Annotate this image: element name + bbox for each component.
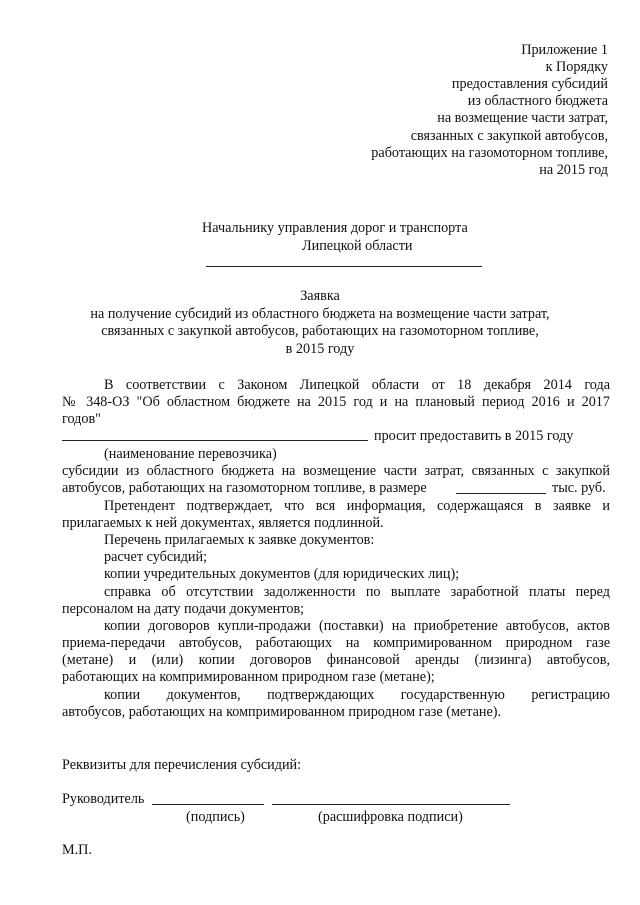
title-heading: Заявка [300, 288, 340, 304]
carrier-caption: (наименование перевозчика) [104, 446, 277, 462]
document-item-4-line-2: приема-передачи автобусов, работающих на компримированном природном газе [62, 635, 610, 651]
document-item-1: расчет субсидий; [104, 549, 208, 565]
signature-line [152, 804, 264, 805]
document-item-3-line-2: персоналом на дату подачи документов; [62, 601, 305, 617]
request-text: просит предоставить в 2015 году [374, 428, 574, 444]
addressee-line-2: Липецкой области [302, 238, 413, 254]
manager-label: Руководитель [62, 791, 145, 807]
appendix-line-2: к Порядку [545, 59, 608, 75]
document-item-4-line-3: (метане) и (или) копии договоров финансовой аренды (лизинга) автобусов, [62, 652, 610, 668]
appendix-line-3: предоставления субсидий [451, 76, 608, 92]
document-item-5-line-2: автобусов, работающих на компримированном природном газе (метане). [62, 704, 502, 720]
appendix-line-1: Приложение 1 [521, 42, 608, 58]
addressee-line-1: Начальнику управления дорог и транспорта [202, 220, 468, 236]
title-line-3: в 2015 году [285, 341, 355, 357]
document-item-4-line-1: копии договоров купли-продажи (поставки) на приобретение автобусов, актов [104, 618, 610, 634]
signature-caption: (подпись) [186, 809, 245, 825]
paragraph-3-line-1: Претендент подтверждает, что вся информация, содержащаяся в заявке и [104, 498, 610, 514]
paragraph-3-line-2: прилагаемых к ней документах, является подлинной. [62, 515, 384, 531]
document-item-5-line-1: копии документов, подтверждающих государственную регистрацию [104, 687, 610, 703]
amount-line [456, 493, 546, 494]
appendix-line-4: из областного бюджета [467, 93, 608, 109]
appendix-line-5: на возмещение части затрат, [437, 110, 608, 126]
amount-unit: тыс. руб. [552, 480, 606, 496]
documents-list-intro: Перечень прилагаемых к заявке документов: [104, 532, 375, 548]
paragraph-1-line-1: В соответствии с Законом Липецкой области от 18 декабря 2014 года [104, 377, 610, 393]
paragraph-2-line-1: субсидии из областного бюджета на возмещение части затрат, связанных с закупкой [62, 463, 610, 479]
paragraph-1-line-3: годов" [62, 411, 101, 427]
decoding-caption: (расшифровка подписи) [318, 809, 463, 825]
appendix-line-7: работающих на газомоторном топливе, [371, 145, 608, 161]
requisites-label: Реквизиты для перечисления субсидий: [62, 757, 302, 773]
stamp-label: М.П. [62, 842, 92, 858]
appendix-line-8: на 2015 год [539, 162, 608, 178]
appendix-line-6: связанных с закупкой автобусов, [410, 128, 608, 144]
document-item-3-line-1: справка об отсутствии задолженности по выплате заработной платы перед [104, 584, 610, 600]
paragraph-2-line-2: автобусов, работающих на газомоторном топливе, в размере [62, 480, 427, 496]
paragraph-1-line-2: № 348-ОЗ "Об областном бюджете на 2015 год и на плановый период 2016 и 2017 [62, 394, 610, 410]
carrier-name-line [62, 440, 368, 441]
addressee-name-line [206, 266, 482, 267]
title-line-1: на получение субсидий из областного бюджета на возмещение части затрат, [90, 306, 550, 322]
title-line-2: связанных с закупкой автобусов, работающих на газомоторном топливе, [101, 323, 539, 339]
document-item-2: копии учредительных документов (для юридических лиц); [104, 566, 460, 582]
signature-decoding-line [272, 804, 510, 805]
document-item-4-line-4: работающих на компримированном природном газе (метане); [62, 669, 435, 685]
